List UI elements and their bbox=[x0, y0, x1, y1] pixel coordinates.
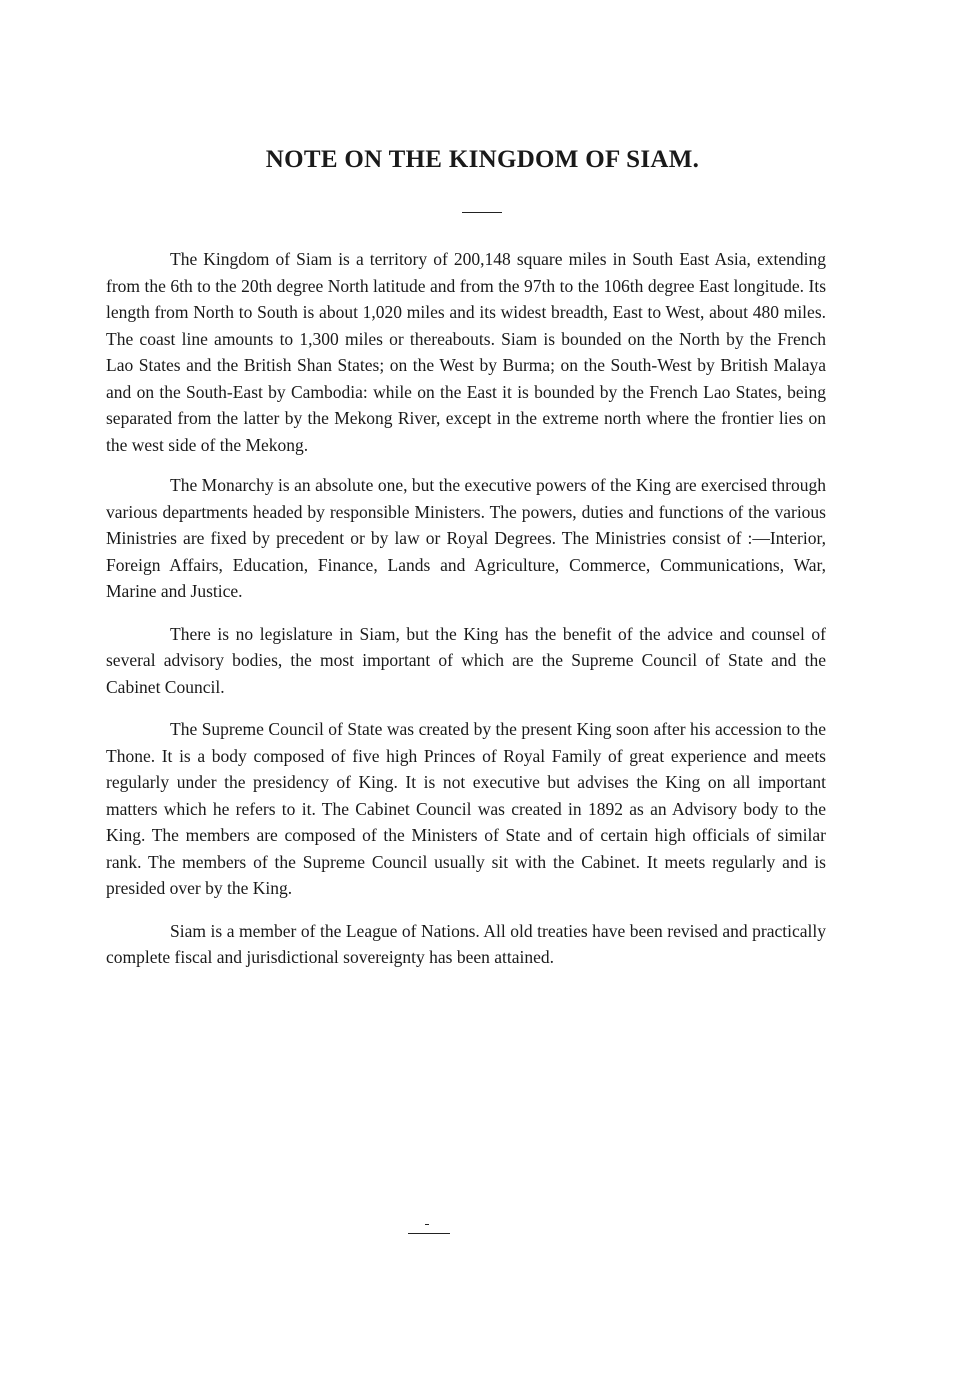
end-divider bbox=[408, 1233, 450, 1234]
document-body bbox=[106, 246, 826, 985]
paragraph-monarchy: The Monarchy is an absolute one, but the executive powers of the King are exercised through various departments headed by responsible Ministers. The powers, duties and functions of the various Ministries are fixed by precedent or by law or Royal Degrees. The Ministries consist of :—Interior, Foreign Affairs, Education, Finance, Lands and Agriculture, Commerce, Communications, War, Marine and Justice. bbox=[106, 475, 826, 601]
paragraph-councils: The Supreme Council of State was created by the present King soon after his accession to the Thone. It is a body composed of five high Princes of Royal Family of great experience and meets regularly under the presidency of King. It is not executive but advises the King on all important matters which he refers to it. The Cabinet Council was created in 1892 as an Advisory body to the King. The members are composed of the Ministers of State and of certain high officials of similar rank. The members of the Supreme Council usually sit with the Cabinet. It meets regularly and is presided over by the King. bbox=[106, 719, 826, 898]
paragraph-geography: The Kingdom of Siam is a territory of 200,148 square miles in South East Asia, extending from the 6th to the 20th degree North latitude and from the 97th to the 106th degree East longitude. Its length from North to South is about 1,020 miles and its widest breadth, East to West, about 480 miles. The coast line amounts to 1,300 miles or thereabouts. Siam is bounded on the North by the French Lao States and the British Shan States; on the West by Burma; on the South-West by British Malaya and on the South-East by Cambodia: while on the East it is bounded by the French Lao States, being separated from the latter by the Mekong River, except in the extreme north where the frontier lies on the west side of the Mekong. bbox=[106, 249, 826, 455]
title-underline-divider bbox=[462, 212, 502, 213]
paragraph-league-of-nations: Siam is a member of the League of Nations. All old treaties have been revised and practically complete fiscal and jurisdictional sovereignty has been attained. bbox=[106, 920, 826, 967]
end-mark bbox=[425, 1224, 429, 1225]
document-title: NOTE ON THE KINGDOM OF SIAM. bbox=[265, 146, 700, 173]
paragraph-legislature: There is no legislature in Siam, but the King has the benefit of the advice and counsel of several advisory bodies, the most important of which are the Supreme Council of State and the Cabinet Council. bbox=[106, 623, 826, 697]
